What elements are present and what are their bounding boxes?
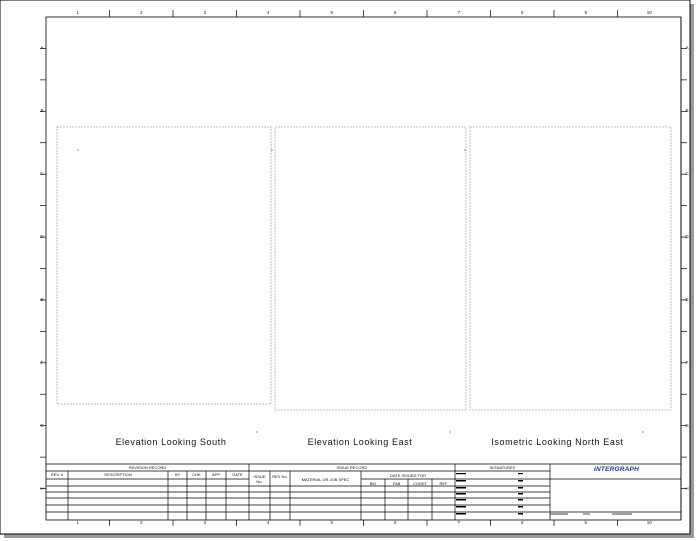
- issue-header-material: MATERIAL OR JOB SPEC: [301, 477, 350, 482]
- issue-header-issue: ISSUE No.: [253, 474, 266, 484]
- rev-header-chk: CHK: [192, 472, 201, 477]
- view-caption-south: Elevation Looking South: [115, 437, 227, 447]
- row-label: A: [40, 45, 44, 51]
- row-label: B: [685, 108, 689, 114]
- row-label: A: [685, 45, 689, 51]
- row-label: E: [40, 296, 44, 302]
- date-issued-for-title: DATE ISSUED FOR: [390, 473, 426, 478]
- row-label: H: [685, 485, 689, 491]
- column-label: 7: [457, 10, 460, 15]
- date-header-const: CONST: [413, 481, 427, 486]
- row-label: H: [40, 485, 44, 491]
- issue-record-title: ISSUE RECORD: [336, 465, 368, 470]
- row-label: D: [685, 234, 689, 240]
- column-label: 6: [393, 10, 397, 15]
- column-label: 4: [266, 520, 270, 525]
- row-label: F: [40, 359, 44, 365]
- column-label: 8: [520, 10, 524, 15]
- row-label: D: [40, 234, 44, 240]
- column-label: 10: [646, 520, 652, 525]
- column-label: 10: [646, 10, 652, 15]
- column-label: 2: [139, 10, 143, 15]
- column-label: 6: [393, 520, 397, 525]
- date-header-ref: REF: [439, 481, 448, 486]
- rev-header-description: DESCRIPTION: [104, 472, 132, 477]
- column-label: 5: [330, 520, 333, 525]
- row-label: F: [685, 359, 689, 365]
- column-label: 1: [76, 520, 79, 525]
- column-label: 9: [584, 10, 587, 15]
- column-label: 3: [203, 520, 206, 525]
- row-label: E: [685, 296, 689, 302]
- row-label: G: [685, 422, 689, 428]
- column-label: 1: [76, 10, 79, 15]
- view-caption-isometric: Isometric Looking North East: [491, 437, 624, 447]
- column-label: 8: [520, 520, 524, 525]
- rev-header-date: DATE: [232, 472, 243, 477]
- date-header-fab: FAB: [392, 481, 401, 486]
- row-label: C: [685, 171, 689, 177]
- revision-record-title: REVISION RECORD: [128, 465, 167, 470]
- column-label: 4: [266, 10, 270, 15]
- rev-header-rev: REV. #: [50, 472, 64, 477]
- row-label: C: [40, 171, 44, 177]
- rev-header-app: APP: [211, 472, 220, 477]
- issue-header-rev: REV No.: [272, 474, 288, 479]
- column-label: 7: [457, 520, 460, 525]
- rev-header-by: BY: [174, 472, 181, 477]
- row-label: B: [40, 108, 44, 114]
- signatures-title: SIGNATURES: [489, 465, 516, 470]
- column-label: 9: [584, 520, 587, 525]
- column-label: 5: [330, 10, 333, 15]
- row-label: G: [40, 422, 44, 428]
- column-label: 3: [203, 10, 206, 15]
- view-caption-east: Elevation Looking East: [307, 437, 413, 447]
- intergraph-logo: INTERGRAPH: [594, 466, 639, 473]
- date-header-bid: BID: [369, 481, 377, 486]
- column-label: 2: [139, 520, 143, 525]
